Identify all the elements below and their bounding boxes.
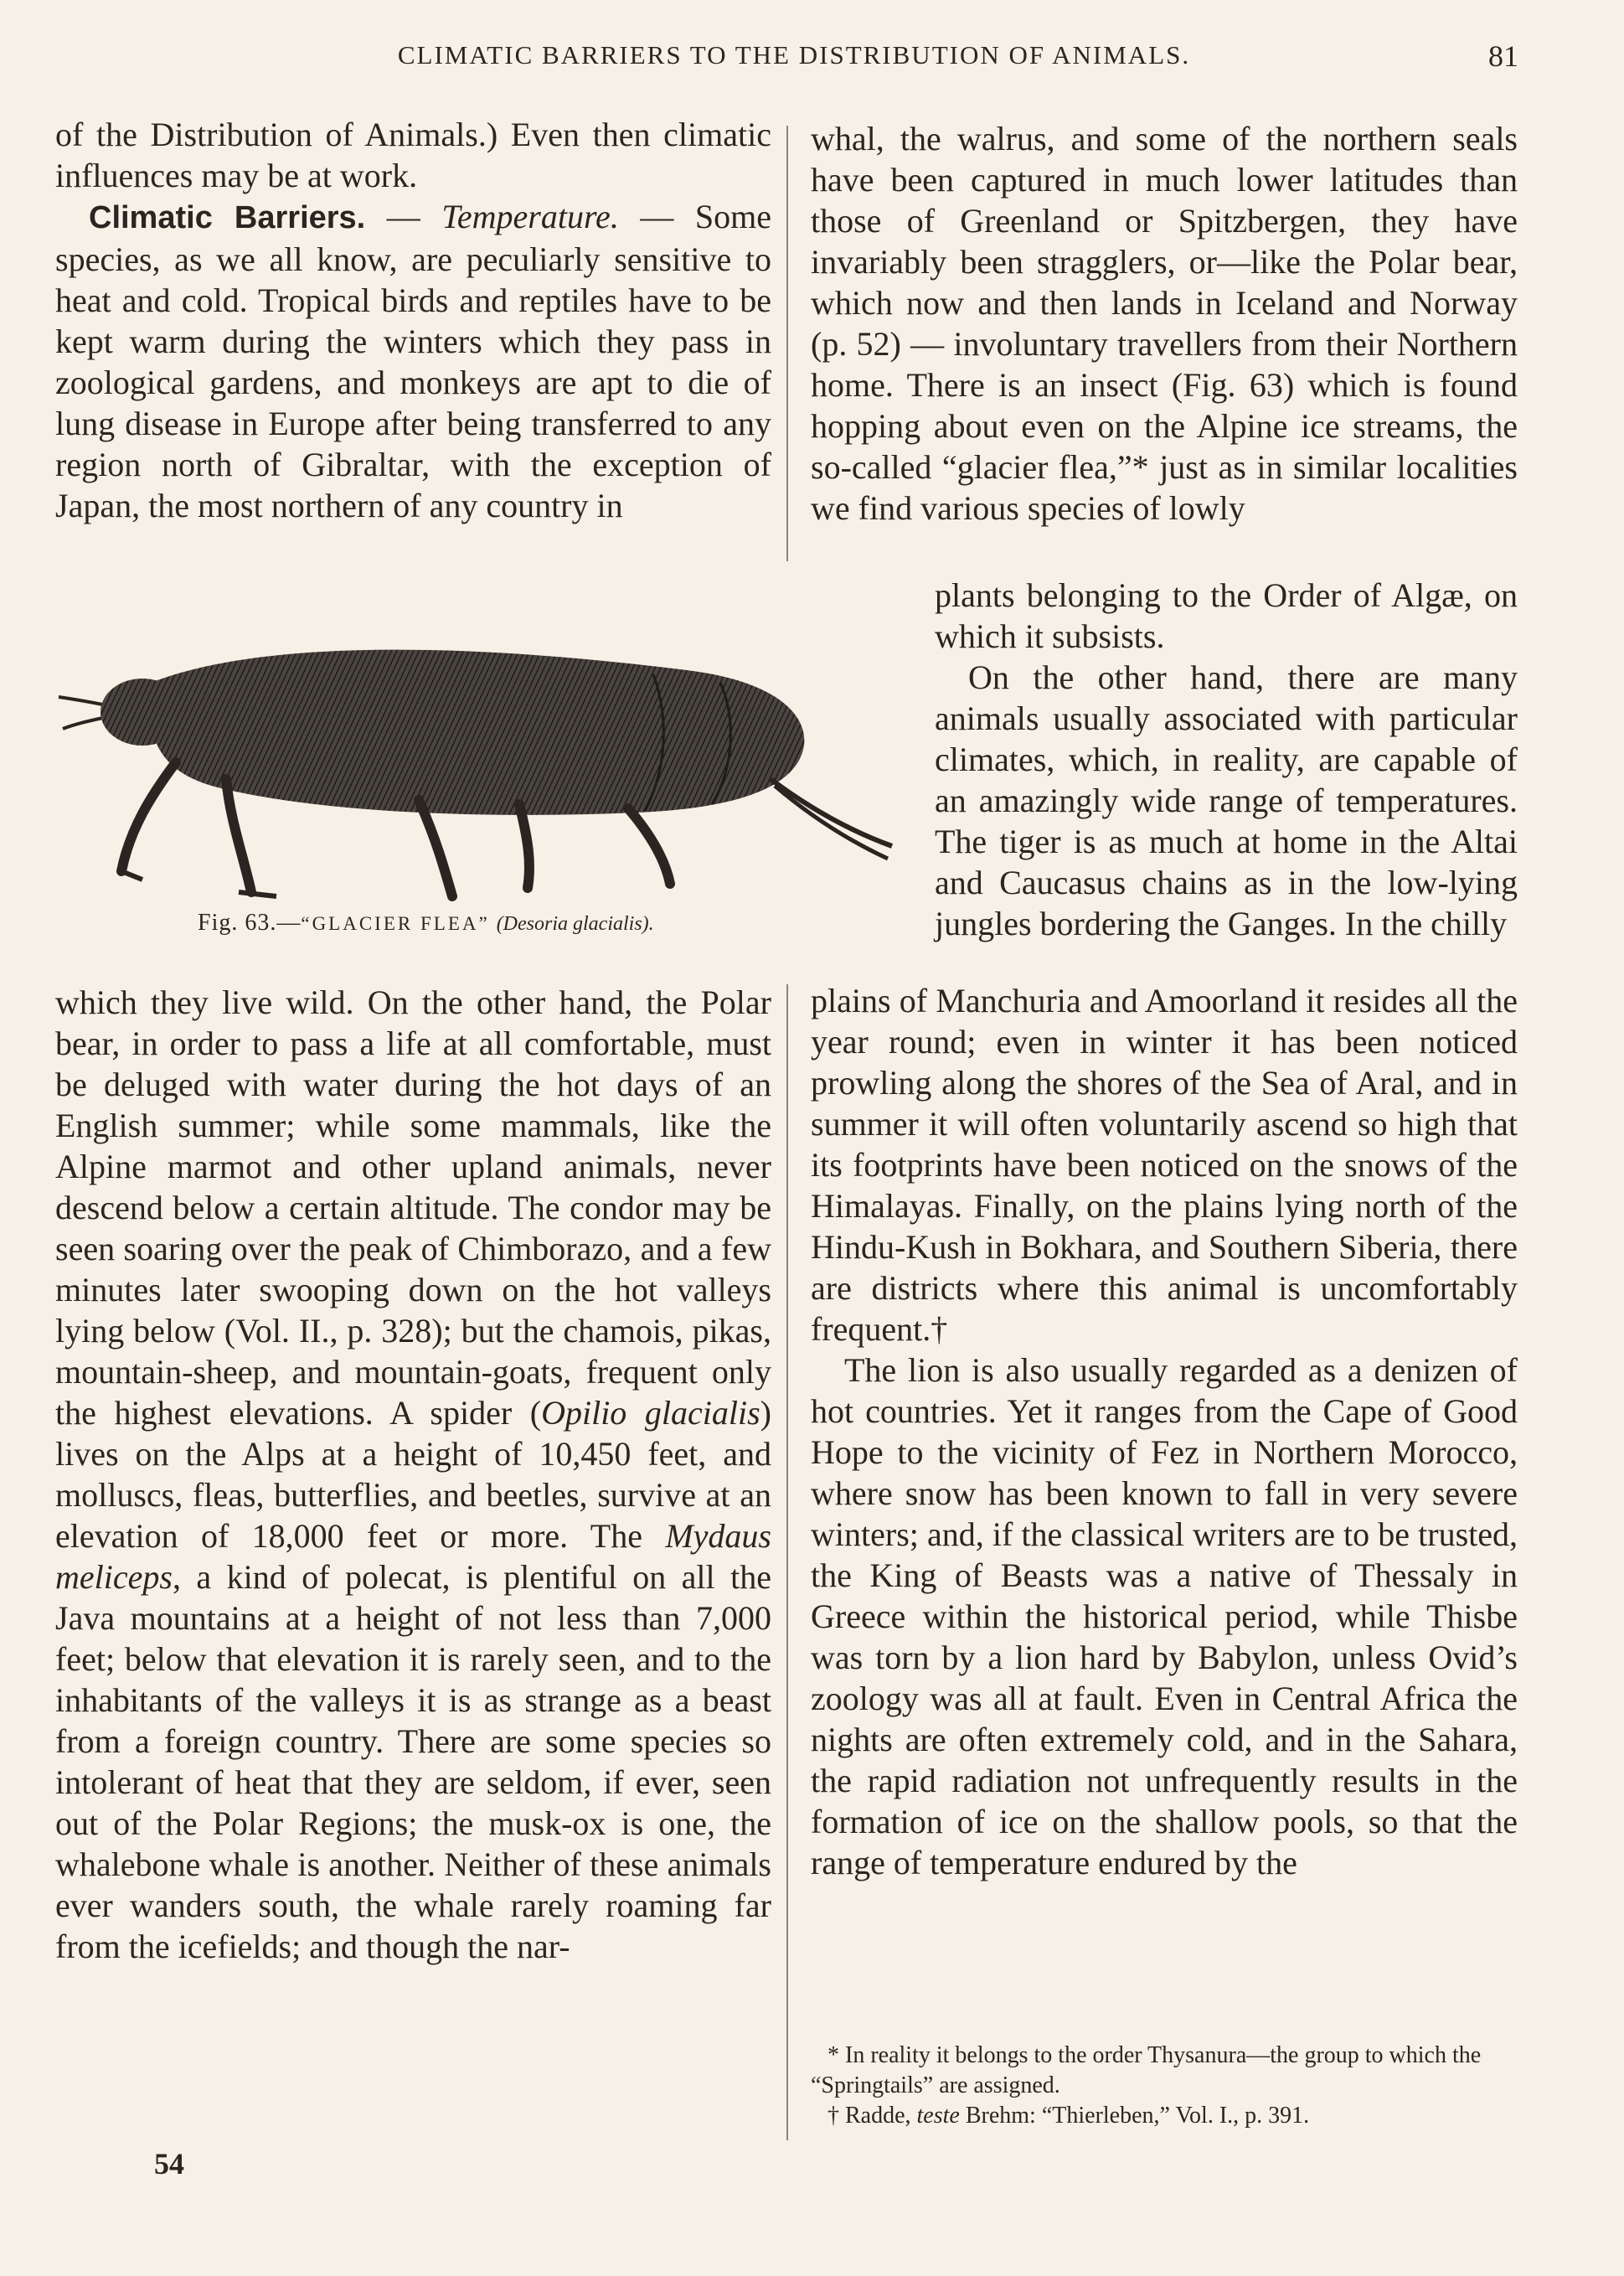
heading-dash: — [365, 198, 442, 235]
paragraph: On the other hand, there are many animals usually associated with particular climates, which, in reality, are capable of an amazingly wide range of temperatures. The tiger is as much at home in the Altai and Caucasus chains as in the low-lying jungles bordering the Ganges. In the chilly [935, 658, 1518, 942]
column-rule-top [786, 126, 788, 561]
left-column-bottom [55, 982, 771, 1967]
glacier-flea-illustration [50, 620, 896, 905]
caption-name: “GLACIER FLEA” [301, 913, 490, 934]
paragraph: The lion is also usually regarded as a denizen of hot countries. Yet it ranges from the Cape of Good Hope to the vicinity of Fez in Northern Morocco, where snow has been known to fall in very severe winters; and, if the classical writers are to be trusted, the King of Beasts was a native of Thessaly in Greece within the historical period, while Thisbe was torn by a lion hard by Babylon, unless Ovid’s zoology was all at fault. Even in Central Africa the nights are often extremely cold, and in the Sahara, the rapid radiation not unfrequently results in the formation of ice on the shallow pools, so that the range of temperature endured by the [811, 1351, 1518, 1881]
column-rule-bottom [786, 984, 788, 2140]
right-column-wrap [935, 575, 1518, 944]
footnote-italic: teste [916, 2103, 960, 2129]
footnotes [811, 2041, 1518, 2131]
figure-glacier-flea [50, 620, 896, 905]
right-column-top [811, 118, 1518, 529]
footnote: * In reality it belongs to the order Thysanura—the group to which the “Springtails” are assigned. [811, 2042, 1482, 2098]
section-heading: Climatic Barriers. [89, 200, 366, 235]
right-column-bottom [811, 980, 1518, 1883]
paragraph: plains of Manchuria and Amoorland it resides all the year round; even in winter it has been noticed prowling along the shores of the Sea of Aral, and in summer it will often voluntarily ascend so high that its footprints have been noticed on the snows of the Himalayas. Finally, on the plains lying north of the Hindu-Kush in Bokhara, and Southern Siberia, there are districts where this animal is uncomfortably frequent.† [811, 982, 1518, 1348]
paragraph: of the Distribution of Animals.) Even then climatic influences may be at work. [55, 116, 771, 194]
paragraph: plants belonging to the Order of Algæ, on which it subsists. [935, 576, 1518, 655]
footnote-text: Brehm: “Thierleben,” Vol. I., p. 391. [959, 2103, 1310, 2129]
footnote-text: † Radde, [827, 2103, 917, 2129]
page-number: 81 [1488, 39, 1518, 73]
running-head-title: CLIMATIC BARRIERS TO THE DISTRIBUTION OF ANIMALS. [397, 40, 1191, 70]
paragraph-text: ) lives on the Alps at a height of 10,450 feet, and molluscs, fleas, butterflies, and beetles, survive at an elevation of 18,000 feet or more. The [55, 1394, 771, 1555]
subheading-italic: Temperature. [441, 198, 619, 235]
species-name: Opilio glacialis [541, 1394, 760, 1432]
paragraph-climatic-barriers [55, 196, 771, 526]
species-name: Mydaus meliceps [55, 1517, 771, 1596]
figure-caption [198, 910, 767, 937]
signature-mark: 54 [154, 2147, 184, 2181]
caption-latin-name: (Desoria glacialis). [496, 913, 654, 935]
paragraph: whal, the walrus, and some of the northern seals have been captured in much lower latitudes than those of Greenland or Spitzbergen, they have invariably been stragglers, or—like the Polar bear, which now and then lands in Iceland and Norway (p. 52) — involuntary travellers from their Northern home. There is an insect (Fig. 63) which is found hopping about even on the Alpine ice streams, the so-called “glacier flea,”* just as in similar localities we find various species of lowly [811, 120, 1518, 527]
footnote [811, 2101, 1518, 2131]
paragraph [55, 982, 771, 1967]
left-column-top [55, 114, 771, 526]
caption-prefix: Fig. 63.— [198, 910, 302, 936]
paragraph-text: which they live wild. On the other hand, the Polar bear, in order to pass a life at all comfortable, must be deluged with water during the hot days of an English summer; while some mammals, like the Alpine marmot and other upland animals, never descend below a certain altitude. The condor may be seen soaring over the peak of Chimborazo, and a few minutes later swooping down on the hot valleys lying below (Vol. II., p. 328); but the chamois, pikas, mountain-sheep, and mountain-goats, frequent only the highest elevations. A spider ( [55, 983, 771, 1432]
running-header [0, 40, 1624, 82]
paragraph-text: , a kind of polecat, is plentiful on all the Java mountains at a height of not less than 7,000 feet; below that elevation it is rarely seen, and to the inhabitants of the valleys it is as strange as a beast from a foreign country. There are some species so intolerant of heat that they are seldom, if ever, seen out of the Polar Regions; the musk-ox is one, the whalebone whale is another. Neither of these animals ever wanders south, the whale rarely roaming far from the icefields; and though the nar- [55, 1558, 771, 1965]
paragraph-text: — Some species, as we all know, are peculiarly sensitive to heat and cold. Tropical birds and reptiles have to be kept warm during the winters which they pass in zoological gardens, and monkeys are apt to die of lung disease in Europe after being transferred to any region north of Gibraltar, with the exception of Japan, the most northern of any country in [55, 198, 771, 524]
